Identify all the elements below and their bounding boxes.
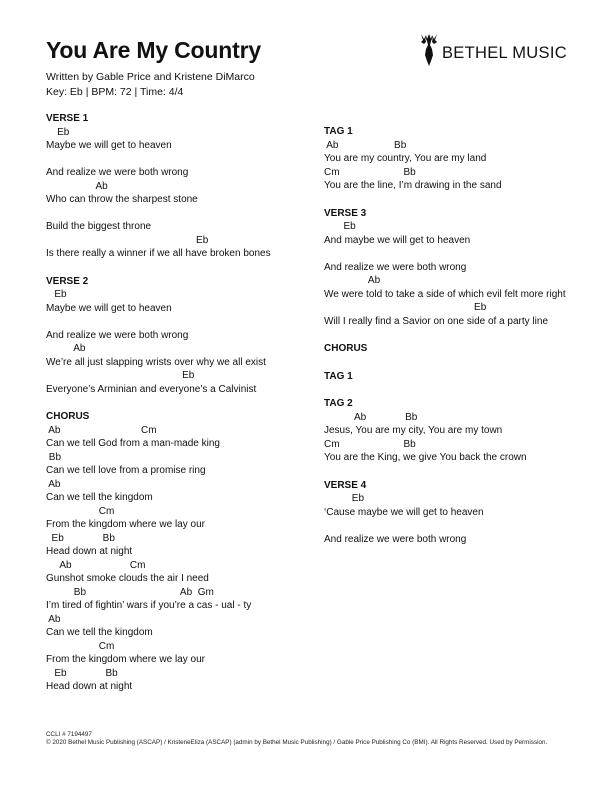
chord-lyric-line — [324, 533, 574, 547]
song-credits — [46, 70, 255, 100]
lyric-line: Build the biggest throne — [46, 221, 152, 232]
lyric-line: Will I really find a Savior on one side of a party line — [324, 315, 548, 327]
chord-line: Ab — [324, 275, 381, 286]
lyric-line: Can we tell God from a man-made king — [46, 438, 220, 449]
chord-lyric-line — [46, 342, 311, 369]
song-section — [324, 370, 574, 384]
lyric-line: We’re all just slapping wrists over why we all exist — [46, 356, 266, 368]
chord-lyric-line — [46, 478, 311, 505]
section-label: TAG 2 — [324, 398, 353, 409]
chord-lyric-line — [46, 329, 311, 343]
chord-lyric-line — [46, 451, 311, 478]
lyric-line: Who can throw the sharpest stone — [46, 194, 198, 205]
chord-lyric-line — [46, 220, 311, 234]
lyric-line: And realize we were both wrong — [324, 261, 467, 273]
lyric-line: ‘Cause maybe we will get to heaven — [324, 506, 484, 518]
chord-lyric-line — [324, 438, 574, 465]
chord-line: Bb — [46, 451, 62, 463]
lyric-line: From the kingdom where we lay our — [46, 519, 205, 530]
lyric-line: Maybe we will get to heaven — [46, 302, 172, 314]
blank-line — [324, 519, 574, 533]
chord-lyric-line — [324, 220, 574, 247]
song-section — [324, 342, 574, 356]
chord-line: Eb — [46, 289, 67, 300]
chord-line: Ab Bb — [324, 139, 407, 151]
right-column — [324, 125, 574, 560]
chord-lyric-line — [46, 667, 311, 694]
chord-line: Ab Bb — [324, 411, 418, 423]
chord-line: Ab — [46, 613, 61, 625]
left-column — [46, 112, 311, 708]
lyric-line: Can we tell love from a promise ring — [46, 465, 206, 476]
song-section — [324, 479, 574, 547]
lyric-line: Head down at night — [46, 546, 133, 557]
chord-line: Ab — [46, 478, 61, 490]
bethel-music-logo — [418, 30, 568, 74]
chord-lyric-line — [46, 640, 311, 667]
chord-line: Cm Bb — [324, 166, 416, 178]
song-section — [46, 112, 311, 261]
lyric-line: Head down at night — [46, 681, 133, 692]
section-label: TAG 1 — [324, 126, 353, 137]
lyric-line: And maybe we will get to heaven — [324, 234, 471, 246]
chord-lyric-line — [324, 139, 574, 166]
song-section — [324, 125, 574, 193]
lyric-line: And realize we were both wrong — [324, 533, 467, 545]
lyric-line: We were told to take a side of which evil felt more right — [324, 288, 566, 300]
chord-lyric-line — [46, 126, 311, 153]
song-section — [46, 410, 311, 694]
chord-lyric-line — [46, 532, 311, 559]
chord-lyric-line — [46, 424, 311, 451]
section-label: CHORUS — [46, 411, 90, 422]
song-section — [324, 397, 574, 465]
lyric-line: You are the King, we give You back the crown — [324, 452, 527, 463]
chord-line: Eb Bb — [46, 667, 118, 679]
chord-lyric-line — [324, 166, 574, 193]
footer — [46, 731, 568, 747]
song-meta-line: Key: Eb | BPM: 72 | Time: 4/4 — [46, 86, 184, 98]
chord-lyric-line — [46, 180, 311, 207]
section-label: VERSE 4 — [324, 479, 367, 491]
chord-lyric-line — [46, 234, 311, 261]
section-label: VERSE 1 — [46, 113, 89, 124]
chord-line: Eb — [324, 302, 487, 313]
song-section — [46, 275, 311, 397]
chord-lyric-line — [46, 559, 311, 586]
chord-line: Ab — [46, 343, 86, 354]
lyric-line: You are the line, I’m drawing in the sand — [324, 180, 502, 191]
blank-line — [46, 207, 311, 221]
chord-line: Cm Bb — [324, 438, 416, 450]
chord-line: Eb — [324, 221, 356, 232]
lyric-line: Can we tell the kingdom — [46, 492, 153, 503]
chord-line: Eb — [46, 370, 195, 381]
blank-line — [46, 153, 311, 167]
lyric-line: Maybe we will get to heaven — [46, 140, 172, 151]
lyric-line: And realize we were both wrong — [46, 167, 189, 178]
chord-line: Ab Cm — [46, 559, 146, 571]
lyric-line: Everyone’s Arminian and everyone’s a Calvinist — [46, 383, 257, 395]
logo-text: BETHEL MUSIC — [442, 44, 567, 62]
copyright-notice: © 2020 Bethel Music Publishing (ASCAP) / KristeneEliza (ASCAP) (admin by Bethel Music Publishing) / Gable Price Publishing Co (BMI). All Rights Reserved. Used by Permission. — [46, 739, 548, 747]
chord-lyric-line — [46, 586, 311, 613]
lyric-line: And realize we were both wrong — [46, 329, 189, 341]
lyric-line: I’m tired of fightin’ wars if you’re a cas - ual - ty — [46, 600, 252, 611]
lyric-line: Jesus, You are my city, You are my town — [324, 425, 503, 436]
lyric-line: Gunshot smoke clouds the air I need — [46, 573, 209, 584]
ccli-number: CCLI # 7194497 — [46, 731, 92, 738]
chord-line: Ab — [46, 180, 108, 192]
chord-lyric-line — [324, 492, 574, 519]
chord-line: Eb — [46, 126, 70, 138]
chord-lyric-line — [324, 411, 574, 438]
section-label: VERSE 3 — [324, 207, 367, 219]
blank-line — [46, 315, 311, 329]
chord-lyric-line — [46, 505, 311, 532]
chord-line: Eb Bb — [46, 532, 115, 544]
chord-lyric-line — [46, 369, 311, 396]
chord-line: Cm — [46, 640, 115, 652]
chord-lyric-line — [324, 261, 574, 275]
lyric-line: You are my country, You are my land — [324, 153, 487, 164]
chord-line: Bb Ab Gm — [46, 586, 214, 598]
writers-line: Written by Gable Price and Kristene DiMarco — [46, 71, 255, 83]
chord-line: Ab Cm — [46, 424, 157, 436]
song-title: You Are My Country — [46, 37, 261, 63]
chord-lyric-line — [46, 288, 311, 315]
chord-lyric-line — [324, 274, 574, 301]
chord-lyric-line — [46, 166, 311, 180]
lyric-line: Can we tell the kingdom — [46, 627, 153, 638]
song-section — [324, 207, 574, 329]
chord-line: Eb — [324, 493, 365, 504]
deer-head-icon — [418, 30, 440, 70]
section-label: VERSE 2 — [46, 275, 89, 287]
chord-line: Eb — [46, 234, 209, 246]
section-label: CHORUS — [324, 343, 368, 354]
lyric-line: From the kingdom where we lay our — [46, 654, 205, 665]
chord-lyric-line — [46, 613, 311, 640]
section-label: TAG 1 — [324, 370, 353, 382]
chord-lyric-line — [324, 301, 574, 328]
lyric-line: Is there really a winner if we all have broken bones — [46, 248, 271, 259]
blank-line — [324, 247, 574, 261]
chord-line: Cm — [46, 505, 115, 517]
